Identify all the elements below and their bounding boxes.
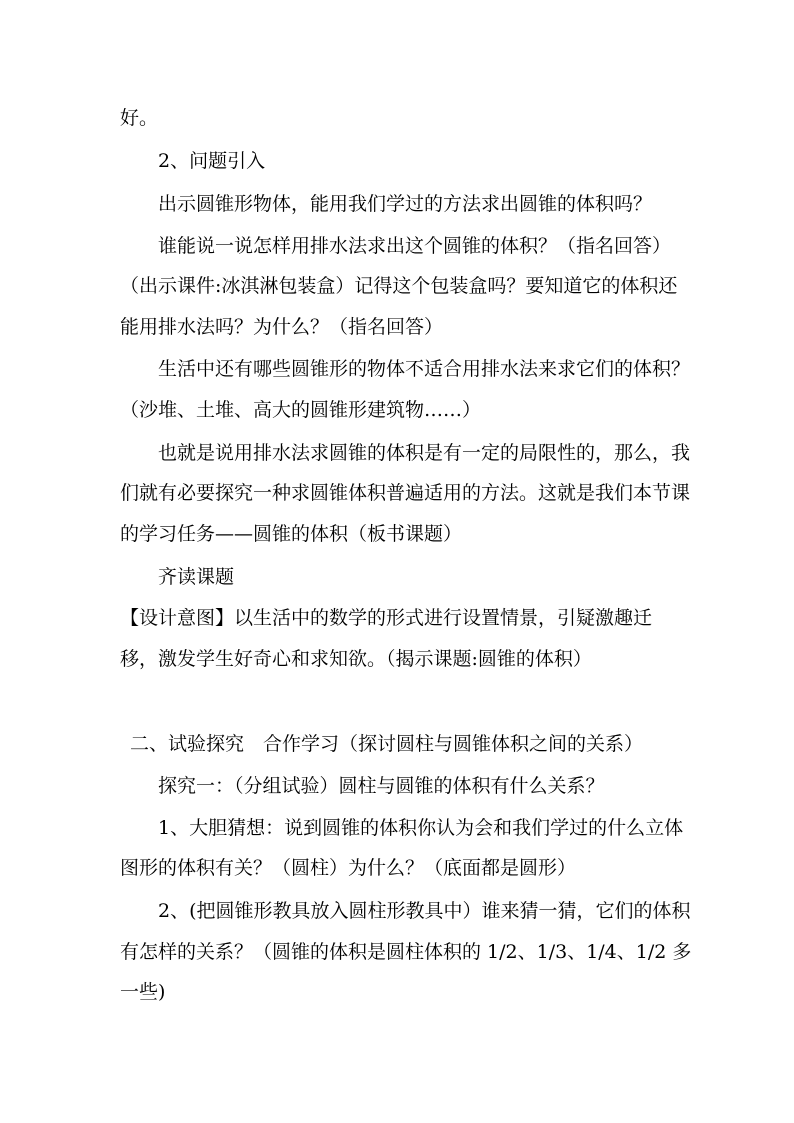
text-line: 有怎样的关系？（圆锥的体积是圆柱体积的 1/2、1/3、1/4、1/2 多 (120, 941, 692, 963)
text-line: 1、大胆猜想：说到圆锥的体积你认为会和我们学过的什么立体 (158, 817, 684, 839)
text-line: 能用排水法吗？为什么？（指名回答） (120, 316, 444, 338)
text-line: 也就是说用排水法求圆锥的体积是有一定的局限性的，那么，我 (158, 442, 691, 464)
text-line: 齐读课题 (158, 566, 235, 588)
subheading-tanjiu-yi: 探究一：（分组试验）圆柱与圆锥的体积有什么关系？ (158, 775, 605, 797)
text-line: 图形的体积有关？（圆柱）为什么？（底面都是圆形） (120, 857, 577, 879)
design-intent-line: 【设计意图】以生活中的数学的形式进行设置情景，引疑激趣迁 (120, 607, 653, 629)
text-line: 的学习任务——圆锥的体积（板书课题） (120, 523, 463, 545)
section-heading-shiyan-tanjiu: 二、试验探究 合作学习（探讨圆柱与圆锥体积之间的关系） (130, 733, 644, 755)
text-line: 们就有必要探究一种求圆锥体积普遍适用的方法。这就是我们本节课 (120, 482, 691, 504)
text-line: （出示课件:冰淇淋包装盒）记得这个包装盒吗？要知道它的体积还 (120, 275, 678, 297)
text-line: 谁能说一说怎样用排水法求出这个圆锥的体积？（指名回答） (158, 235, 672, 257)
text-line-haoju: 好。 (120, 107, 159, 129)
design-intent-line: 移，激发学生好奇心和求知欲。（揭示课题:圆锥的体积） (120, 648, 592, 670)
section-heading-wenti-yinru: 2、问题引入 (158, 150, 266, 172)
text-line: （沙堆、土堆、高大的圆锥形建筑物……） (120, 399, 482, 421)
text-line: 一些) (120, 981, 166, 1003)
text-line: 出示圆锥形物体，能用我们学过的方法求出圆锥的体积吗？ (158, 193, 653, 215)
text-line: 生活中还有哪些圆锥形的物体不适合用排水法来求它们的体积？ (158, 358, 691, 380)
text-line: 2、(把圆锥形教具放入圆柱形教具中）谁来猜一猜，它们的体积 (158, 900, 691, 922)
